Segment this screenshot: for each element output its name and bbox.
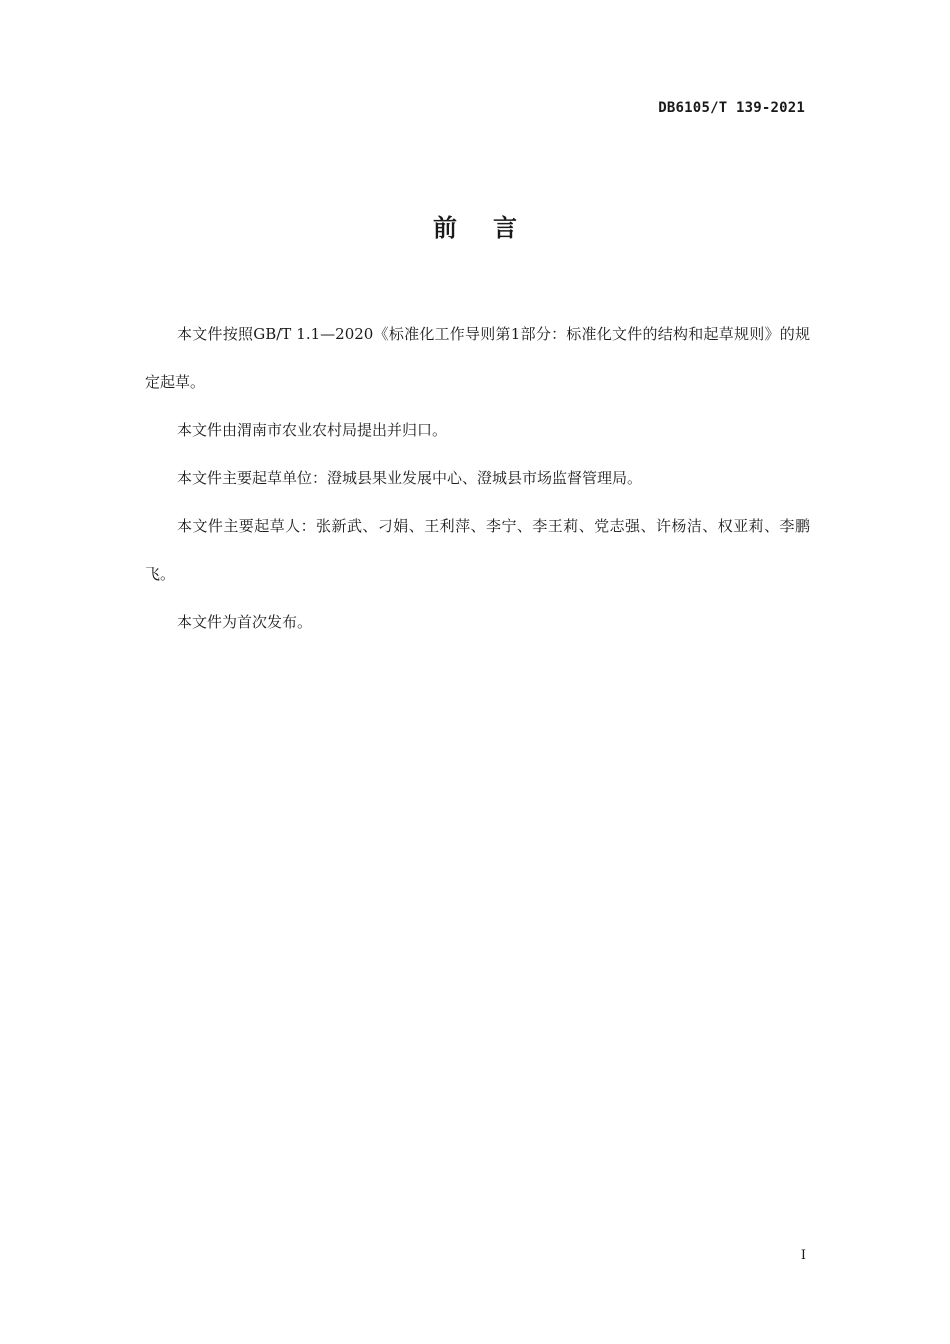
paragraph-first-release: 本文件为首次发布。 — [177, 613, 313, 631]
preface-body — [145, 310, 810, 646]
standard-code: DB6105/T 139-2021 — [658, 100, 805, 116]
paragraph-proposer: 本文件由渭南市农业农村局提出并归口。 — [177, 421, 448, 439]
paragraph-drafters: 本文件主要起草人：张新武、刁娟、王利萍、李宁、李王莉、党志强、许杨洁、权亚莉、李鹏飞。 — [145, 517, 810, 583]
paragraph-drafting-rules: 本文件按照GB/T 1.1—2020《标准化工作导则第1部分：标准化文件的结构和起草规则》的规定起草。 — [145, 325, 810, 391]
page-title: 前言 — [433, 214, 553, 242]
paragraph-drafting-units: 本文件主要起草单位：澄城县果业发展中心、澄城县市场监督管理局。 — [177, 469, 643, 487]
page-number: I — [800, 1248, 806, 1263]
